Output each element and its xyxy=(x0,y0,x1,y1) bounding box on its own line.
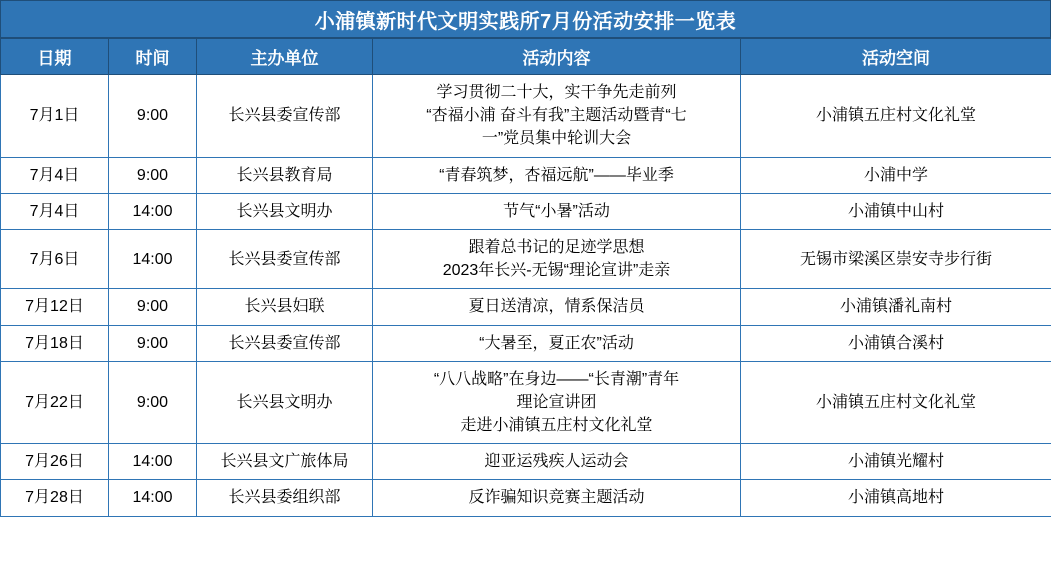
cell-content-line: 夏日送清凉，情系保洁员 xyxy=(468,298,645,316)
cell-content-line: “大暑至，夏正农”活动 xyxy=(479,334,634,352)
cell-organizer: 长兴县委宣传部 xyxy=(197,75,373,158)
cell-place: 小浦镇潘礼南村 xyxy=(741,289,1051,325)
column-header-organizer: 主办单位 xyxy=(197,39,373,75)
cell-organizer: 长兴县委组织部 xyxy=(197,480,373,516)
cell-place: 小浦镇合溪村 xyxy=(741,325,1051,361)
cell-content-line: “青春筑梦，杏福远航”——毕业季 xyxy=(439,166,674,184)
cell-time: 9:00 xyxy=(109,157,197,193)
cell-content-line: 反诈骗知识竞赛主题活动 xyxy=(468,489,645,507)
cell-place: 小浦镇高地村 xyxy=(741,480,1051,516)
cell-content xyxy=(373,444,741,480)
cell-date: 7月4日 xyxy=(1,193,109,229)
table-row xyxy=(1,289,1051,325)
cell-content xyxy=(373,157,741,193)
cell-place: 小浦镇五庄村文化礼堂 xyxy=(741,75,1051,158)
column-header-content: 活动内容 xyxy=(373,39,741,75)
cell-date: 7月28日 xyxy=(1,480,109,516)
column-header-date: 日期 xyxy=(1,39,109,75)
cell-date: 7月4日 xyxy=(1,157,109,193)
table-row xyxy=(1,361,1051,444)
activity-schedule-table xyxy=(0,38,1051,517)
cell-content xyxy=(373,193,741,229)
cell-organizer: 长兴县委宣传部 xyxy=(197,229,373,288)
table-row xyxy=(1,229,1051,288)
page-title: 小浦镇新时代文明实践所7月份活动安排一览表 xyxy=(0,0,1051,38)
cell-content-line: 理论宣讲团 xyxy=(516,393,597,411)
cell-content xyxy=(373,75,741,158)
cell-organizer: 长兴县教育局 xyxy=(197,157,373,193)
cell-time: 9:00 xyxy=(109,325,197,361)
cell-date: 7月6日 xyxy=(1,229,109,288)
table-row xyxy=(1,157,1051,193)
cell-content xyxy=(373,229,741,288)
cell-date: 7月1日 xyxy=(1,75,109,158)
cell-time: 14:00 xyxy=(109,444,197,480)
cell-content-line: “杏福小浦 奋斗有我”主题活动暨青“七 xyxy=(426,107,687,125)
cell-place: 小浦镇五庄村文化礼堂 xyxy=(741,361,1051,444)
table-header-row xyxy=(1,39,1051,75)
cell-time: 14:00 xyxy=(109,480,197,516)
cell-content-line: 迎亚运残疾人运动会 xyxy=(484,453,629,471)
cell-content-line: 一”党员集中轮训大会 xyxy=(481,130,632,148)
cell-time: 14:00 xyxy=(109,229,197,288)
cell-organizer: 长兴县文明办 xyxy=(197,193,373,229)
table-row xyxy=(1,444,1051,480)
cell-organizer: 长兴县文广旅体局 xyxy=(197,444,373,480)
cell-content-line: 节气“小暑”活动 xyxy=(503,202,610,220)
cell-content-line: 2023年长兴-无锡“理论宣讲”走亲 xyxy=(442,262,671,280)
cell-place: 无锡市梁溪区崇安寺步行街 xyxy=(741,229,1051,288)
cell-content-line: 走进小浦镇五庄村文化礼堂 xyxy=(460,417,653,435)
cell-time: 9:00 xyxy=(109,75,197,158)
cell-time: 14:00 xyxy=(109,193,197,229)
cell-content-line: 跟着总书记的足迹学思想 xyxy=(468,238,645,256)
cell-content xyxy=(373,480,741,516)
column-header-time: 时间 xyxy=(109,39,197,75)
table-body xyxy=(1,75,1051,517)
cell-time: 9:00 xyxy=(109,289,197,325)
cell-organizer: 长兴县委宣传部 xyxy=(197,325,373,361)
table-row xyxy=(1,75,1051,158)
table-row xyxy=(1,325,1051,361)
cell-place: 小浦中学 xyxy=(741,157,1051,193)
cell-time: 9:00 xyxy=(109,361,197,444)
cell-content xyxy=(373,361,741,444)
table-row xyxy=(1,480,1051,516)
cell-date: 7月18日 xyxy=(1,325,109,361)
cell-date: 7月12日 xyxy=(1,289,109,325)
cell-place: 小浦镇中山村 xyxy=(741,193,1051,229)
cell-content-line: 学习贯彻二十大，实干争先走前列 xyxy=(436,84,677,101)
cell-place: 小浦镇光耀村 xyxy=(741,444,1051,480)
cell-content-line: “八八战略”在身边——“长青潮”青年 xyxy=(433,370,680,388)
cell-organizer: 长兴县妇联 xyxy=(197,289,373,325)
cell-content xyxy=(373,289,741,325)
cell-organizer: 长兴县文明办 xyxy=(197,361,373,444)
cell-content xyxy=(373,325,741,361)
table-row xyxy=(1,193,1051,229)
cell-date: 7月26日 xyxy=(1,444,109,480)
column-header-place: 活动空间 xyxy=(741,39,1051,75)
cell-date: 7月22日 xyxy=(1,361,109,444)
